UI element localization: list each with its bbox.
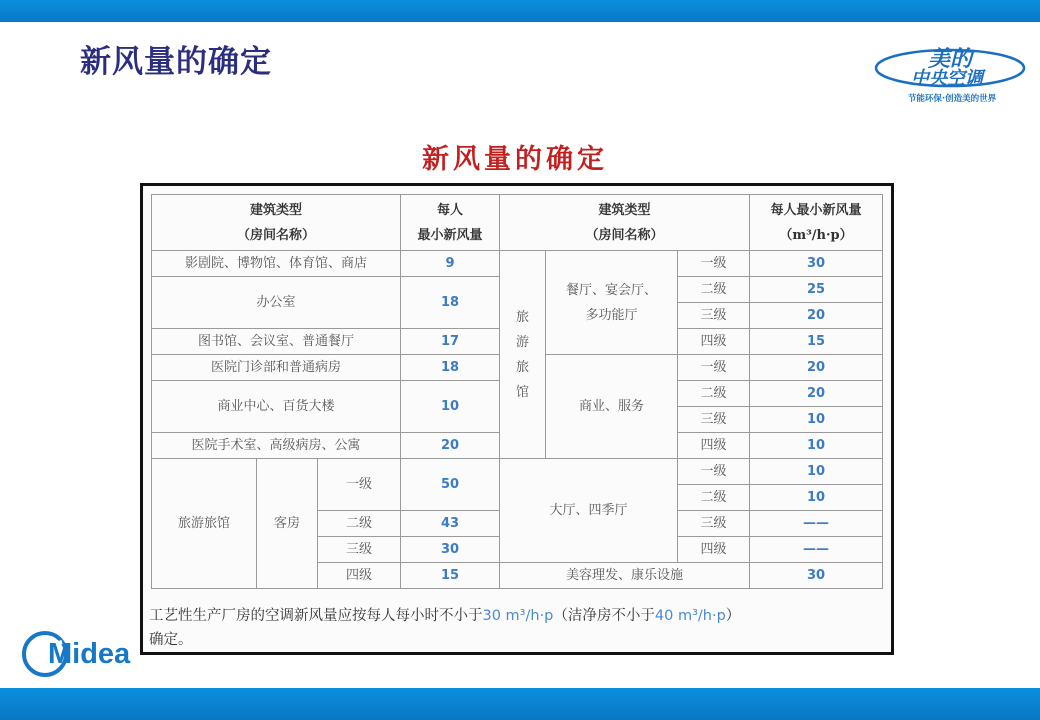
right-value: 10: [750, 459, 883, 485]
right-grade: 一级: [678, 459, 750, 485]
note-text: ）: [725, 608, 741, 624]
note-value-1: 30 m³/h·p: [482, 608, 554, 624]
right-grade: 三级: [678, 303, 750, 329]
left-row-name: 医院门诊部和普通病房: [152, 355, 401, 381]
brand-subtitle: 中央空调: [911, 68, 983, 89]
right-grade: 四级: [678, 537, 750, 563]
left-row-value: 20: [401, 433, 500, 459]
right-value: 20: [750, 303, 883, 329]
right-grade: 二级: [678, 485, 750, 511]
right-value: 20: [750, 355, 883, 381]
right-last-value: 30: [750, 563, 883, 589]
left-row-name: 影剧院、博物馆、体育馆、商店: [152, 251, 401, 277]
right-last-name: 美容理发、康乐设施: [500, 563, 750, 589]
note-text: （洁净房不小于: [553, 608, 655, 624]
hotel-room-name: 客房: [257, 459, 318, 589]
right-grade: 二级: [678, 277, 750, 303]
left-row-value: 18: [401, 355, 500, 381]
note-text: 工艺性生产厂房的空调新风量应按每人每小时不小于: [149, 608, 483, 624]
midea-central-ac-logo: [870, 40, 1030, 106]
right-value: 20: [750, 381, 883, 407]
slide-title: 新风量的确定: [80, 44, 272, 80]
hotel-value: 43: [401, 511, 500, 537]
right-grade: 四级: [678, 433, 750, 459]
right-grade: 三级: [678, 407, 750, 433]
header-min-air-left: 每人 最小新风量: [401, 195, 500, 251]
right-section-name: 餐厅、宴会厅、 多功能厅: [546, 251, 678, 355]
left-row-value: 18: [401, 277, 500, 329]
right-section-name: 大厅、四季厅: [500, 459, 678, 563]
header-min-air-right: 每人最小新风量 （m³/h·p）: [750, 195, 883, 251]
bottom-band: [0, 688, 1040, 720]
right-grade: 三级: [678, 511, 750, 537]
right-grade: 一级: [678, 355, 750, 381]
right-value: 25: [750, 277, 883, 303]
hotel-grade: 二级: [318, 511, 401, 537]
left-row-name: 商业中心、百货大楼: [152, 381, 401, 433]
top-band: [0, 0, 1040, 22]
right-value: 10: [750, 485, 883, 511]
brand-slogan: 节能环保·创造美的世界: [907, 94, 997, 104]
left-row-value: 10: [401, 381, 500, 433]
hotel-value: 30: [401, 537, 500, 563]
fresh-air-table-figure: [140, 183, 894, 655]
right-grade: 二级: [678, 381, 750, 407]
brand-name: 美的: [927, 47, 972, 72]
hotel-value: 15: [401, 563, 500, 589]
right-value: 15: [750, 329, 883, 355]
note-value-2: 40 m³/h·p: [654, 608, 726, 624]
right-value: 10: [750, 433, 883, 459]
hotel-grade: 一级: [318, 459, 401, 511]
hotel-grade: 四级: [318, 563, 401, 589]
right-grade: 四级: [678, 329, 750, 355]
hotel-value: 50: [401, 459, 500, 511]
note-line-2: 确定。: [149, 632, 193, 648]
fresh-air-table: [151, 194, 883, 589]
right-value: ——: [750, 537, 883, 563]
hotel-group-label: 旅 游 旅 馆: [500, 251, 546, 459]
left-row-value: 9: [401, 251, 500, 277]
figure-title: 新风量的确定: [422, 144, 608, 175]
right-grade: 一级: [678, 251, 750, 277]
hotel-group-name: 旅游旅馆: [152, 459, 257, 589]
left-row-name: 图书馆、会议室、普通餐厅: [152, 329, 401, 355]
right-value: ——: [750, 511, 883, 537]
midea-logo: [18, 624, 148, 678]
left-row-value: 17: [401, 329, 500, 355]
table-footnote: [149, 604, 885, 652]
right-section-name: 商业、服务: [546, 355, 678, 459]
right-value: 10: [750, 407, 883, 433]
midea-logo-text: Midea: [48, 638, 131, 670]
left-row-name: 医院手术室、高级病房、公寓: [152, 433, 401, 459]
header-building-type-right: 建筑类型 （房间名称）: [500, 195, 750, 251]
right-value: 30: [750, 251, 883, 277]
hotel-grade: 三级: [318, 537, 401, 563]
left-row-name: 办公室: [152, 277, 401, 329]
header-building-type-left: 建筑类型 （房间名称）: [152, 195, 401, 251]
